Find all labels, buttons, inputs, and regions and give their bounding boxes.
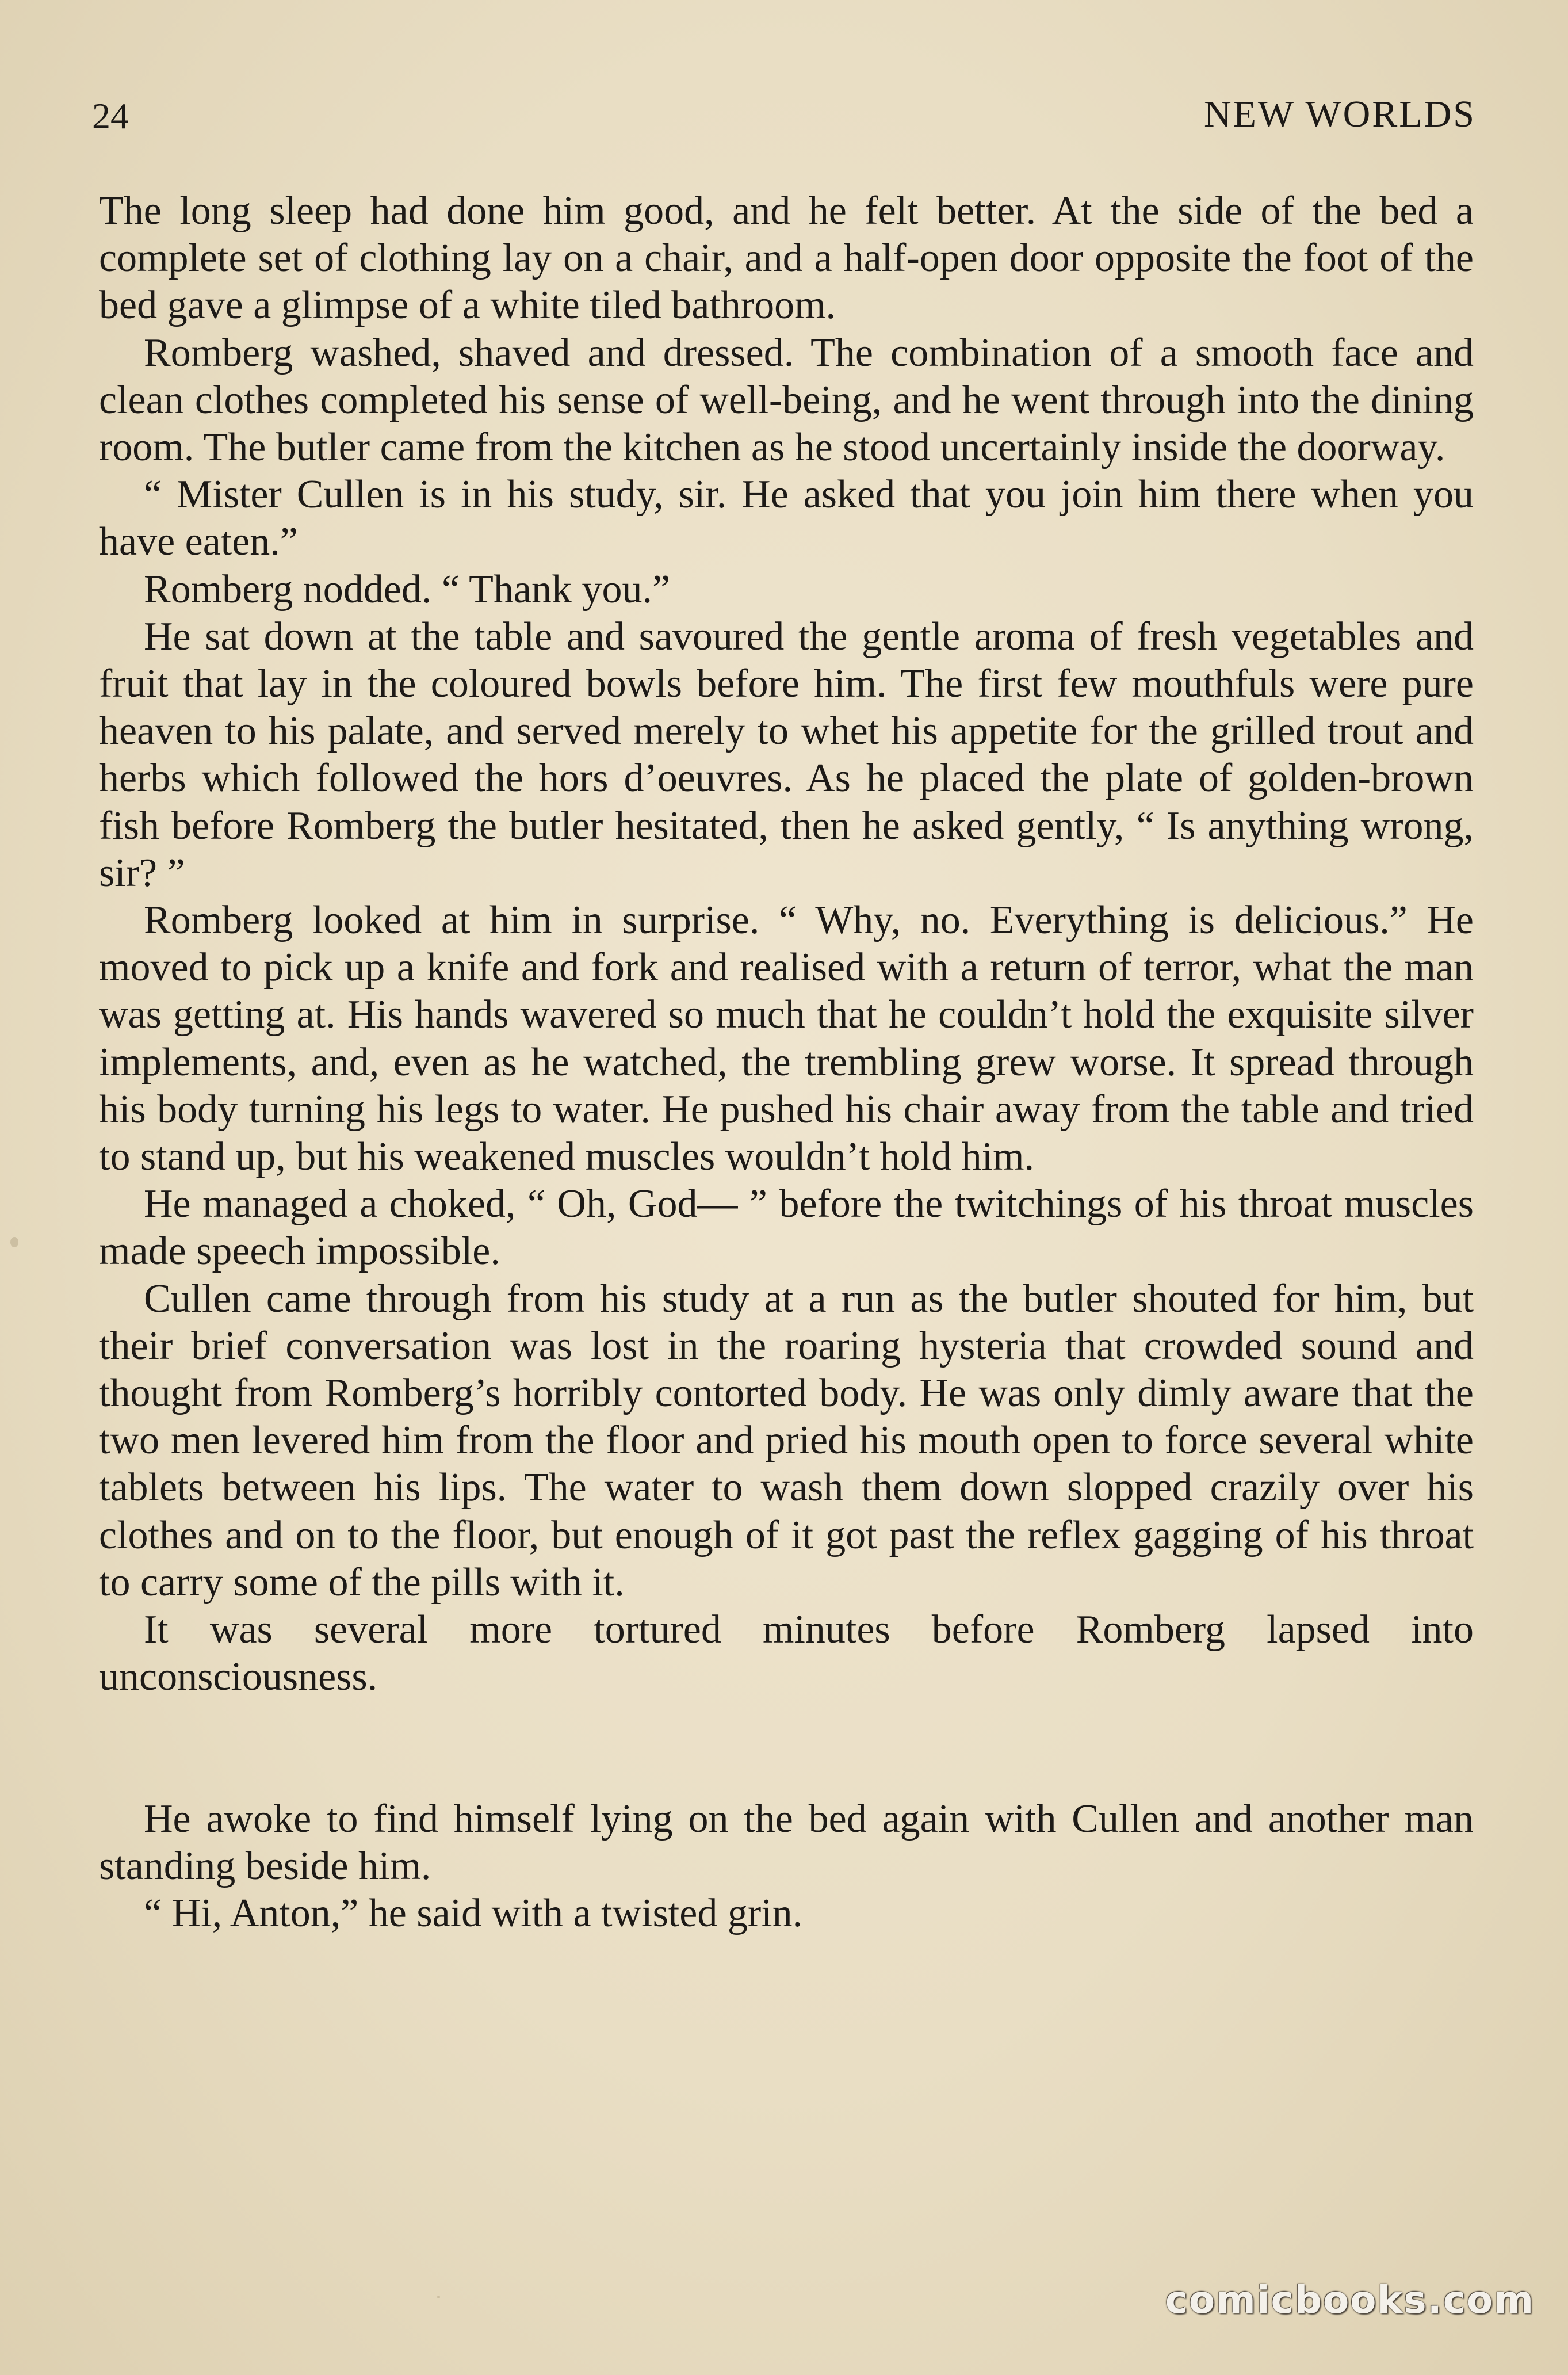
body-text [99,188,1474,1937]
paragraph: “ Mister Cullen is in his study, sir. He asked that you join him there when you have eaten.” [99,472,1474,564]
paragraph: He managed a choked, “ Oh, God— ” before the twitchings of his throat muscles made speech impossible. [99,1182,1474,1274]
paragraph: Romberg looked at him in surprise. “ Why, no. Everything is delicious.” He moved to pick up a knife and fork and realised with a return of terror, what the man was getting at. His hands wavered so much that he couldn’t hold the exquisite silver implements, and, even as he watched, the trembling grew worse. It spread through his body turning his legs to water. He pushed his chair away from the table and tried to stand up, but his weakened muscles wouldn’t hold him. [99,898,1474,1179]
paragraph: He sat down at the table and savoured the gentle aroma of fresh vegetables and fruit that lay in the coloured bowls before him. The first few mouthfuls were pure heaven to his palate, and served merely to whet his appetite for the grilled trout and herbs which followed the hors d’oeuvres. As he placed the plate of golden-brown fish before Romberg the butler hesitated, then he asked gently, “ Is anything wrong, sir? ” [99,614,1474,895]
paragraph: Romberg washed, shaved and dressed. The combination of a smooth face and clean clothes completed his sense of well-being, and he went through into the dining room. The butler came from the kitchen as he stood uncertainly inside the doorway. [99,330,1474,470]
running-head: NEW WORLDS [1203,93,1476,135]
paper-speck [10,1237,18,1247]
paper-speck [437,2296,440,2298]
paragraph: The long sleep had done him good, and he felt better. At the side of the bed a complete set of clothing lay on a chair, and a half-open door opposite the foot of the bed gave a glimpse of a white tiled bathroom. [99,189,1474,328]
page-number: 24 [92,96,129,136]
paragraph: Romberg nodded. “ Thank you.” [144,567,671,612]
paragraph: It was several more tortured minutes before Romberg lapsed into unconsciousness. [99,1607,1474,1700]
paragraph: He awoke to find himself lying on the bed again with Cullen and another man standing beside him. [99,1796,1474,1888]
watermark: comicbooks.com [1165,2278,1535,2322]
paragraph: “ Hi, Anton,” he said with a twisted grin. [144,1891,803,1935]
paragraph: Cullen came through from his study at a run as the butler shouted for him, but their brief conversation was lost in the roaring hysteria that crowded sound and thought from Romberg’s horribly contorted body. He was only dimly aware that the two men levered him from the floor and pried his mouth open to force several white tablets between his lips. The water to wash them down slopped crazily over his clothes and on to the floor, but enough of it got past the reflex gagging of his throat to carry some of the pills with it. [99,1276,1474,1605]
section-break [99,1701,1474,1796]
